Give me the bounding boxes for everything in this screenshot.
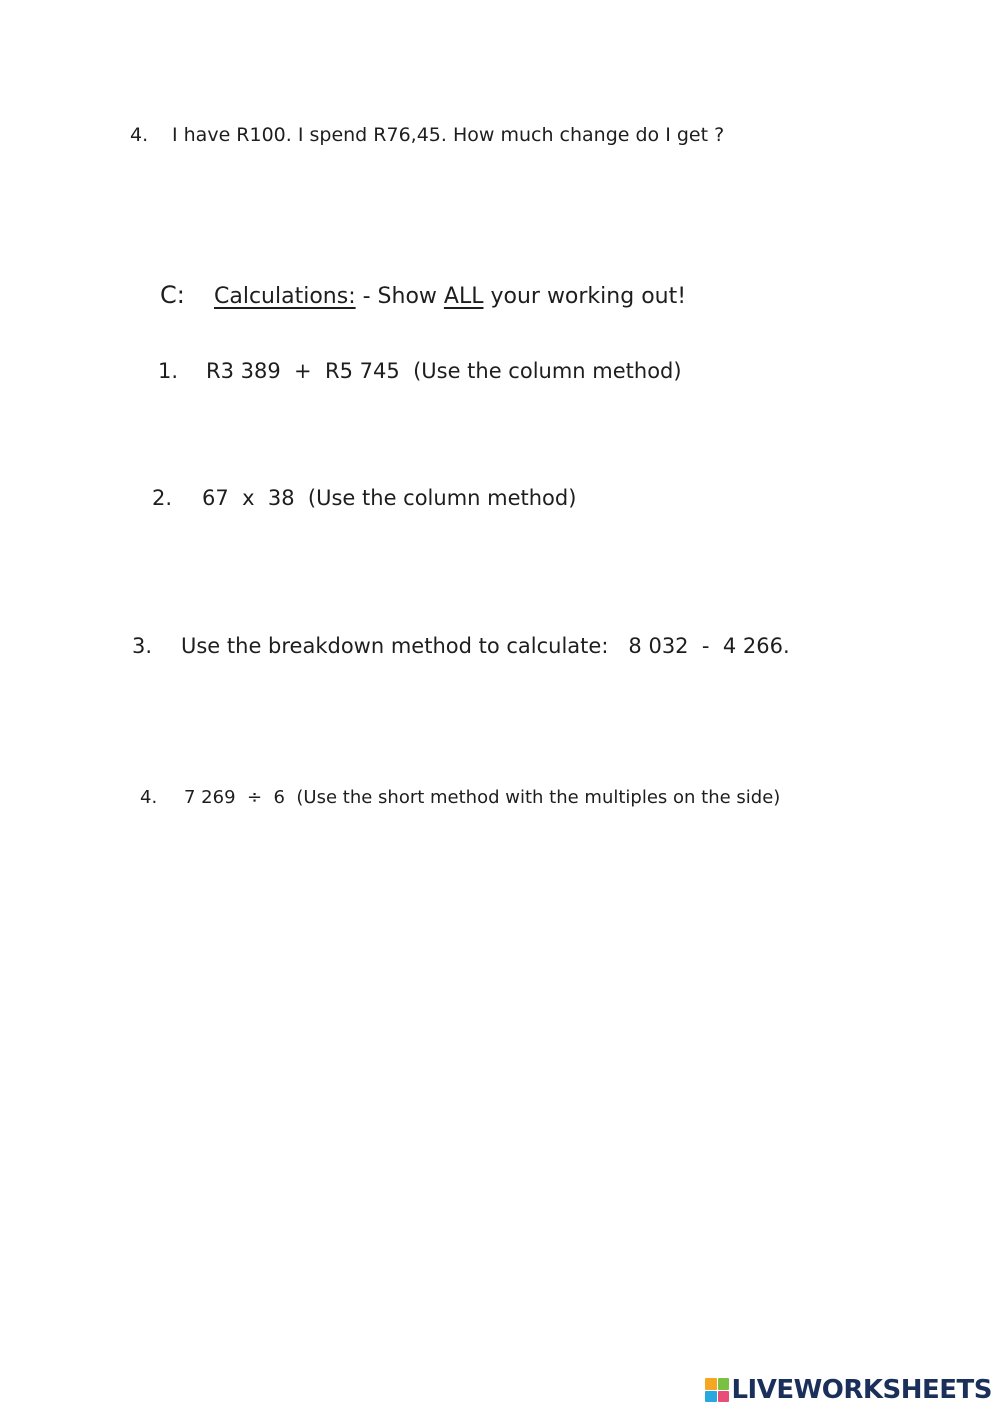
calculation-item-3: [132, 634, 790, 658]
section-instruction-start: Show: [377, 284, 444, 309]
section-letter: C:: [160, 281, 185, 309]
section-instruction-end: your working out!: [483, 284, 687, 309]
section-dash: -: [355, 284, 378, 309]
calculation-number: 2.: [152, 486, 173, 510]
calculation-item-1: [158, 359, 682, 383]
logo-square-2: [718, 1378, 730, 1390]
calculation-text: R3 389 + R5 745 (Use the column method): [206, 359, 682, 383]
calculation-number: 1.: [158, 359, 179, 383]
logo-square-3: [705, 1391, 717, 1403]
logo-icon: [705, 1378, 729, 1402]
calculation-number: 3.: [132, 634, 153, 658]
liveworksheets-logo: [705, 1377, 992, 1403]
calculation-text: Use the breakdown method to calculate: 8 032 - 4 266.: [181, 634, 790, 658]
section-instruction-emphasis: ALL: [443, 284, 484, 309]
logo-square-1: [705, 1378, 717, 1390]
question-text: I have R100. I spend R76,45. How much change do I get ?: [172, 124, 725, 146]
calculation-item-4: [140, 787, 780, 808]
logo-square-4: [718, 1391, 730, 1403]
calculation-text: 67 x 38 (Use the column method): [202, 486, 577, 510]
logo-text: LIVEWORKSHEETS: [731, 1375, 992, 1405]
calculation-item-2: [152, 486, 576, 510]
question-4-change: [130, 124, 724, 146]
question-number: 4.: [130, 124, 149, 146]
calculation-number: 4.: [140, 787, 158, 808]
calculation-text: 7 269 ÷ 6 (Use the short method with the multiples on the side): [184, 787, 781, 808]
section-title: Calculations:: [214, 284, 356, 309]
section-c-heading: [160, 281, 686, 309]
